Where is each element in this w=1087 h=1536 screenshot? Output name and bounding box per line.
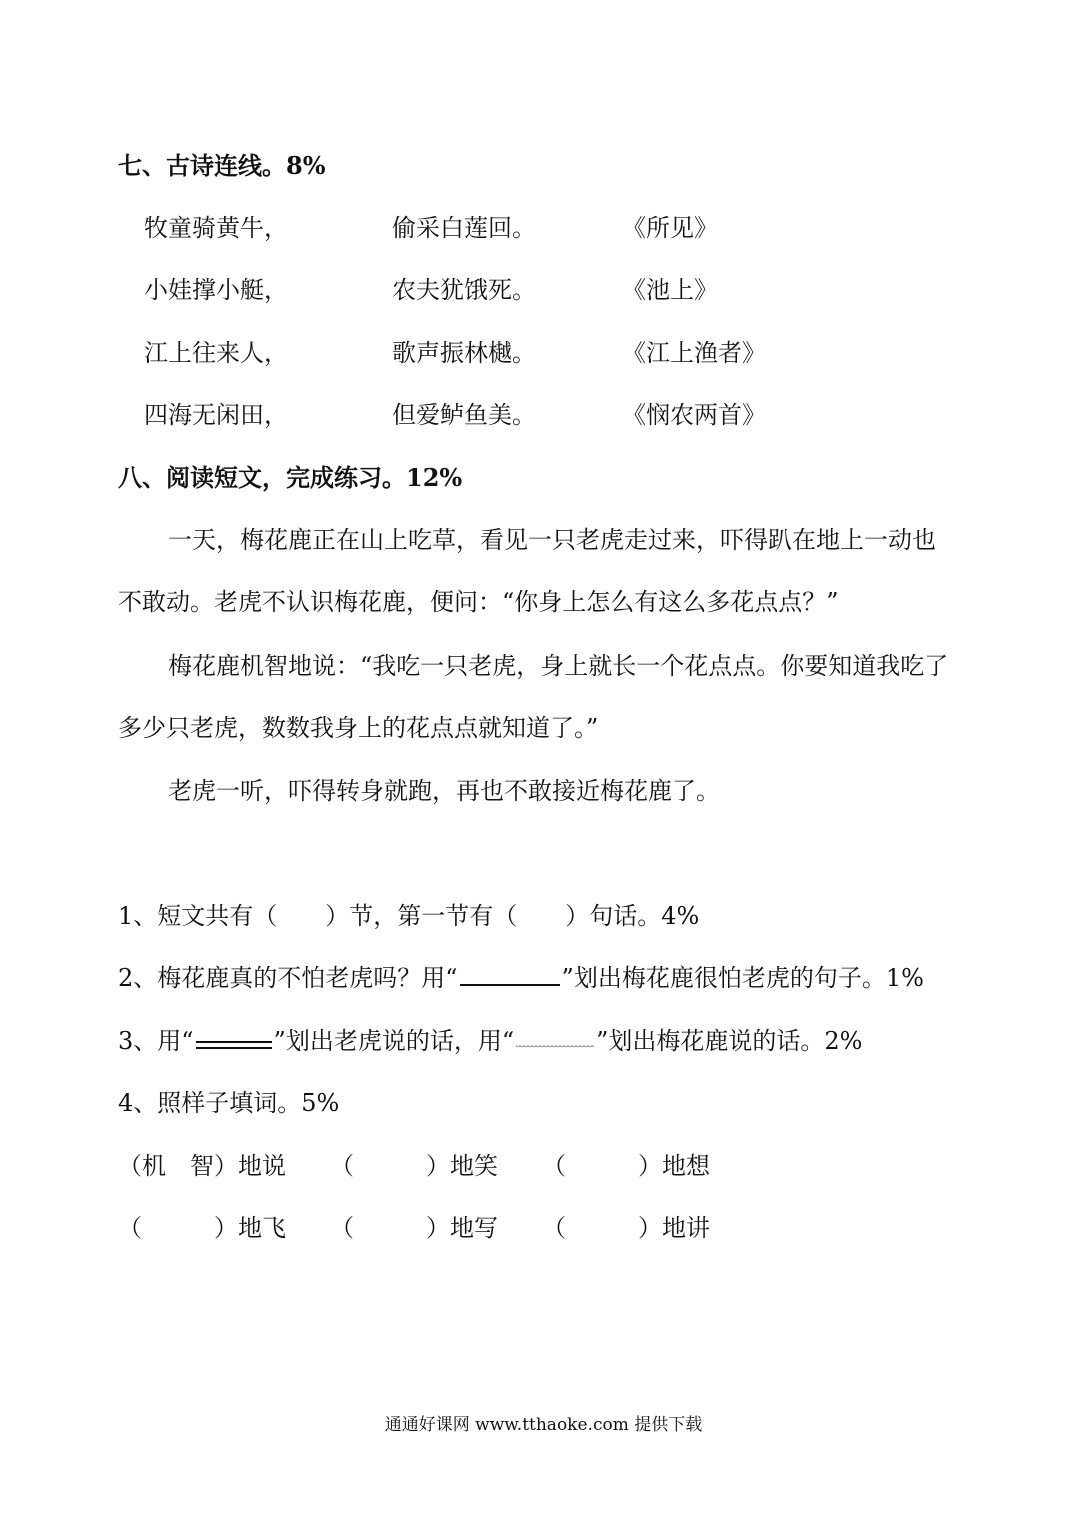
word-fill-1-2: （ ）地笑 <box>330 1152 498 1180</box>
passage-para-2-line-2: 多少只老虎，数数我身上的花点点就知道了。” <box>118 714 599 742</box>
passage-para-3: 老虎一听，吓得转身就跑，再也不敢接近梅花鹿了。 <box>168 777 720 805</box>
question-3-part-a: 3、用“ <box>118 1027 194 1055</box>
word-fill-2-3: （ ）地讲 <box>542 1214 710 1242</box>
word-fill-1-3: （ ）地想 <box>542 1152 710 1180</box>
passage-para-1-line-2: 不敢动。老虎不认识梅花鹿，便问：“你身上怎么有这么多花点点？” <box>118 588 839 616</box>
section-8-title: 八、阅读短文，完成练习。12% <box>118 463 463 492</box>
poem-line-4: 四海无闲田， <box>144 401 288 429</box>
poem-line-3: 江上往来人， <box>144 339 288 367</box>
question-4: 4、照样子填词。5% <box>118 1089 340 1117</box>
single-underline-sample <box>460 984 560 986</box>
poem-match-4: 但爱鲈鱼美。 <box>392 401 536 429</box>
question-3 <box>118 1021 862 1056</box>
poem-line-1: 牧童骑黄牛， <box>144 214 288 242</box>
poem-match-1: 偷采白莲回。 <box>392 214 536 242</box>
section-7-title: 七、古诗连线。8% <box>118 151 326 180</box>
question-2-prefix: 2、梅花鹿真的不怕老虎吗？用“ <box>118 964 458 992</box>
poem-line-2: 小娃撑小艇， <box>144 276 288 304</box>
passage-para-1-line-1: 一天，梅花鹿正在山上吃草，看见一只老虎走过来，吓得趴在地上一动也 <box>168 526 936 554</box>
wavy-underline-sample <box>516 1043 594 1049</box>
word-fill-2-2: （ ）地写 <box>330 1214 498 1242</box>
question-2 <box>118 958 924 993</box>
poem-match-2: 农夫犹饿死。 <box>392 276 536 304</box>
poem-title-4: 《悯农两首》 <box>622 401 766 429</box>
question-3-part-c: ”划出梅花鹿说的话。2% <box>596 1027 863 1055</box>
question-2-suffix: ”划出梅花鹿很怕老虎的句子。1% <box>561 964 924 992</box>
footer-source: 通通好课网 www.tthaoke.com 提供下载 <box>384 1415 703 1435</box>
poem-title-1: 《所见》 <box>622 214 718 242</box>
question-1: 1、短文共有（ ）节，第一节有（ ）句话。4% <box>118 902 700 930</box>
passage-para-2-line-1: 梅花鹿机智地说：“我吃一只老虎，身上就长一个花点点。你要知道我吃了 <box>168 652 949 680</box>
question-3-part-b: ”划出老虎说的话，用“ <box>273 1027 515 1055</box>
poem-title-2: 《池上》 <box>622 276 718 304</box>
double-underline-sample <box>196 1041 272 1049</box>
poem-match-3: 歌声振林樾。 <box>392 339 536 367</box>
poem-title-3: 《江上渔者》 <box>622 339 766 367</box>
word-fill-1-1: （机 智）地说 <box>118 1152 286 1180</box>
word-fill-2-1: （ ）地飞 <box>118 1214 286 1242</box>
